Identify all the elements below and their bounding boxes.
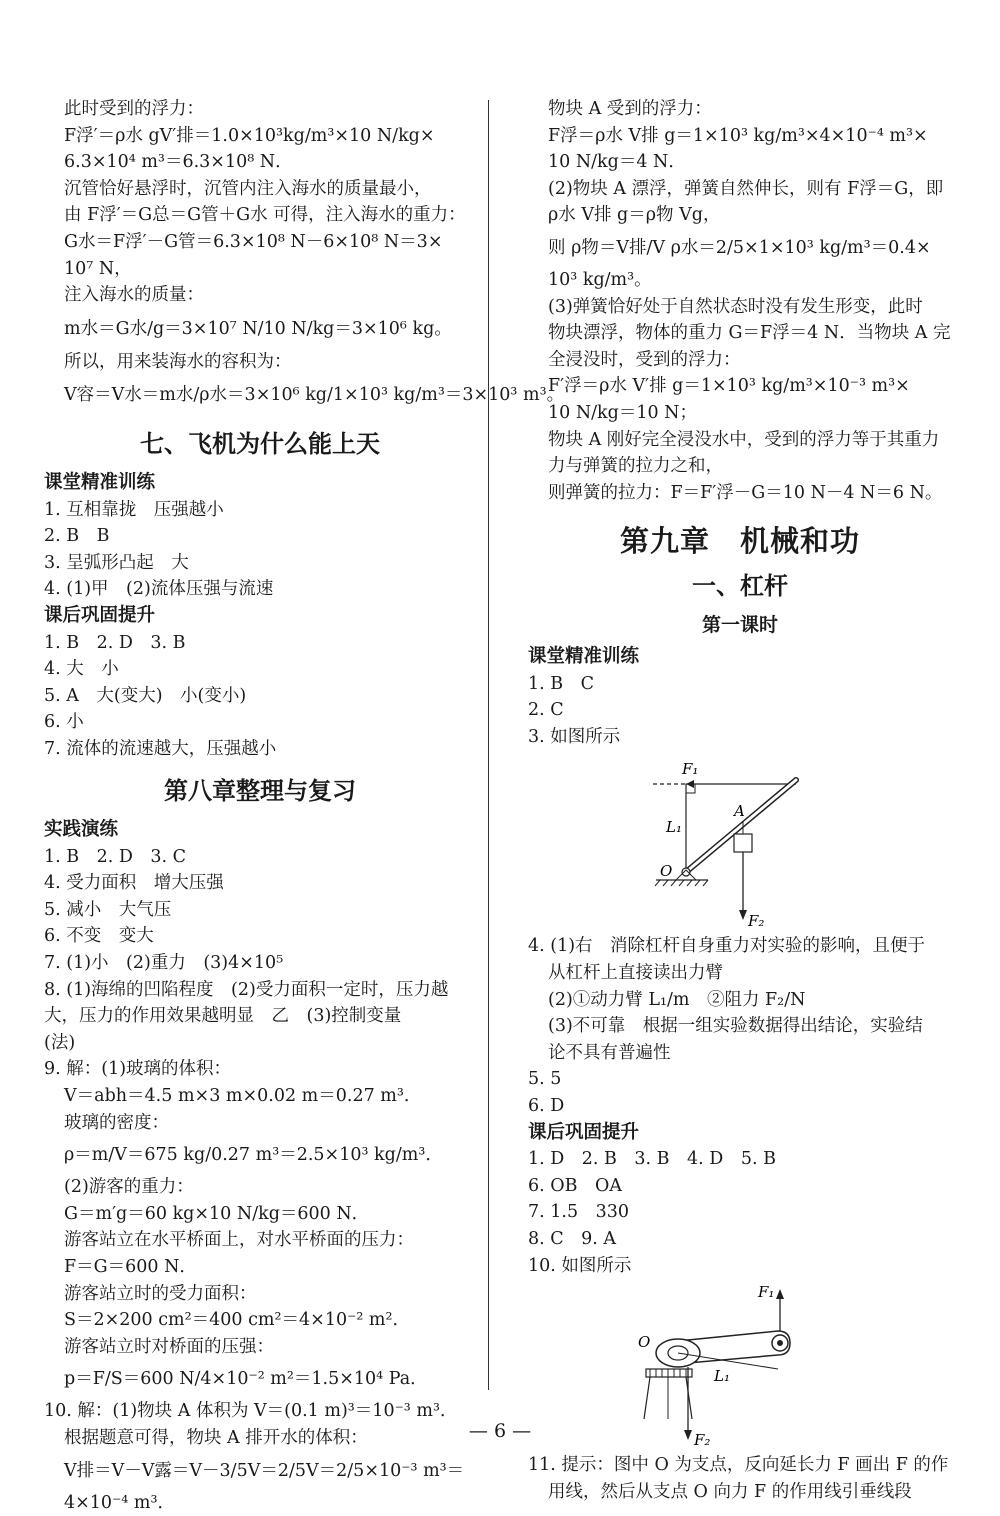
answer-item: 11. 提示：图中 O 为支点，反向延长力 F 画出 F 的作: [528, 1455, 949, 1476]
answer-item: (法): [44, 1032, 76, 1053]
label-o: O: [660, 862, 673, 881]
answer-item: 4. 受力面积 增大压强: [44, 873, 224, 894]
text-line: 则弹簧的拉力：F＝F′浮－G＝10 N－4 N＝6 N。: [548, 482, 943, 503]
text-line: (3)不可靠 根据一组实验数据得出结论，实验结: [548, 1016, 923, 1037]
text-line: 沉管恰好悬浮时，沉管内注入海水的质量最小，: [64, 178, 432, 199]
text-line: 10 N/kg＝4 N．: [548, 152, 686, 173]
label-f2: F₂: [748, 912, 765, 930]
text-line: 根据题意可得，物块 A 排开水的体积：: [64, 1427, 368, 1448]
answer-item: 1. B 2. D 3. B: [44, 632, 186, 653]
text-line: S＝2×200 cm²＝400 cm²＝4×10⁻² m²．: [64, 1310, 411, 1331]
answer-item: 7. 1.5 330: [528, 1202, 629, 1223]
text-line: G＝m′g＝60 kg×10 N/kg＝600 N．: [64, 1203, 370, 1224]
label-f1: F₁: [758, 1283, 775, 1302]
text-line: 从杠杆上直接读出力臂: [548, 963, 723, 984]
lever-figure-1: [528, 754, 952, 929]
subsection-heading: 课堂精准训练: [44, 471, 156, 493]
text-line: 4×10⁻⁴ m³．: [64, 1492, 175, 1513]
formula-line: 则 ρ物＝V排/V ρ水＝2/5×1×10³ kg/m³＝0.4×: [548, 237, 931, 258]
text-line: 游客站立时对桥面的压强：: [64, 1336, 274, 1357]
text-line: (2)游客的重力：: [64, 1177, 194, 1198]
right-column: [528, 96, 952, 1505]
section-title: 第八章整理与复习: [164, 777, 356, 806]
text-line: (2)①动力臂 L₁/m ②阻力 F₂/N: [548, 989, 806, 1010]
answer-item: 2. C: [528, 700, 564, 721]
text-line: 用线，然后从支点 O 向力 F 的作用线引垂线段: [548, 1481, 912, 1502]
label-l1: L₁: [666, 818, 682, 837]
answer-item: 8. C 9. A: [528, 1229, 617, 1249]
answer-item: 1. 互相靠拢 压强越小: [44, 499, 224, 520]
formula-line: ρ＝m/V＝675 kg/0.27 m³＝2.5×10³ kg/m³．: [64, 1145, 443, 1166]
section-title: 一、杠杆: [692, 571, 788, 600]
subsection-heading: 实践演练: [44, 819, 119, 841]
label-l1: L₁: [714, 1367, 730, 1386]
answer-item: 10. 如图所示: [528, 1255, 632, 1276]
answer-item: 4. (1)甲 (2)流体压强与流速: [44, 579, 274, 600]
text-line: 全浸没时，受到的浮力：: [548, 349, 741, 370]
text-line: 力与弹簧的拉力之和，: [548, 456, 723, 477]
answer-item: 5. 减小 大气压: [44, 899, 172, 920]
text-line: G水＝F浮′－G管＝6.3×10⁸ N－6×10⁸ N＝3×: [64, 231, 443, 252]
answer-item: 6. 小: [44, 712, 84, 733]
text-line: F浮＝ρ水 V排 g＝1×10³ kg/m³×4×10⁻⁴ m³×: [548, 125, 928, 146]
text-line: 10 N/kg＝10 N；: [548, 402, 697, 423]
text-line: 10³ kg/m³。: [548, 269, 652, 290]
answer-item: 6. D: [528, 1096, 565, 1117]
formula-line: p＝F/S＝600 N/4×10⁻² m²＝1.5×10⁴ Pa．: [64, 1369, 428, 1390]
page-number: — 6 —: [468, 1420, 532, 1442]
text-line: (3)弹簧恰好处于自然状态时没有发生形变，此时: [548, 296, 923, 317]
answer-item: 5. 5: [528, 1069, 562, 1090]
text-line: 10⁷ N，: [64, 258, 132, 279]
text-line: F′浮＝ρ水 V′排 g＝1×10³ kg/m³×10⁻³ m³×: [548, 376, 910, 397]
text-line: 由 F浮′＝G总＝G管＋G水 可得，注入海水的重力：: [64, 205, 466, 226]
text-line: F浮′＝ρ水 gV′排＝1.0×10³kg/m³×10 N/kg×: [64, 125, 435, 146]
answer-item: 3. 如图所示: [528, 726, 621, 747]
label-o: O: [638, 1333, 651, 1352]
answer-item: 1. B C: [528, 673, 595, 694]
formula-line: V排＝V－V露＝V－3/5V＝2/5V＝2/5×10⁻³ m³＝: [64, 1460, 465, 1481]
text-line: 所以，用来装海水的容积为：: [64, 351, 292, 372]
text-line: 注入海水的质量：: [64, 285, 204, 306]
text-line: 游客站立在水平桥面上，对水平桥面的压力：: [64, 1230, 414, 1251]
subsection-heading: 课堂精准训练: [528, 646, 640, 668]
section-title: 七、飞机为什么能上天: [140, 430, 380, 459]
answer-item: 7. (1)小 (2)重力 (3)4×10⁵: [44, 953, 284, 974]
lever-diagram-1: [528, 754, 952, 929]
text-line: 物块 A 刚好完全浸没水中，受到的浮力等于其重力: [548, 429, 940, 450]
text-line: 物块 A 受到的浮力：: [548, 99, 712, 119]
answer-item: 7. 流体的流速越大，压强越小: [44, 738, 277, 759]
answer-item: 5. A 大(变大) 小(变小): [44, 685, 247, 706]
formula-line: V容＝V水＝m水/ρ水＝3×10⁶ kg/1×10³ kg/m³＝3×10³ m³。: [64, 385, 565, 406]
label-a: A: [734, 802, 745, 821]
answer-item: 6. OB OA: [528, 1175, 622, 1196]
answer-item: 3. 呈弧形凸起 大: [44, 552, 189, 573]
answer-item: 4. 大 小: [44, 659, 119, 680]
answer-item: 1. D 2. B 3. B 4. D 5. B: [528, 1149, 776, 1170]
answer-item: 1. B 2. D 3. C: [44, 846, 187, 867]
answer-item: 6. 不变 变大: [44, 926, 154, 947]
answer-item: 9. 解：(1)玻璃的体积：: [44, 1059, 232, 1080]
answer-item: 4. (1)右 消除杠杆自身重力对实验的影响，且便于: [528, 936, 926, 957]
label-f1: F₁: [682, 760, 699, 779]
text-line: V＝abh＝4.5 m×3 m×0.02 m＝0.27 m³．: [64, 1086, 422, 1106]
label-f2: F₂: [694, 1431, 711, 1449]
column-divider: [488, 100, 489, 1390]
text-line: 此时受到的浮力：: [64, 99, 204, 119]
text-line: 游客站立时的受力面积：: [64, 1283, 257, 1304]
subsection-heading: 课后巩固提升: [528, 1121, 640, 1143]
text-line: 论不具有普遍性: [548, 1042, 671, 1063]
text-line: (2)物块 A 漂浮，弹簧自然伸长，则有 F浮＝G，即: [548, 178, 944, 199]
text-line: 6.3×10⁴ m³＝6.3×10⁸ N．: [64, 152, 293, 173]
lesson-title: 第一课时: [701, 613, 778, 636]
answer-item: 2. B B: [44, 526, 110, 547]
text-line: 玻璃的密度：: [64, 1112, 169, 1133]
text-line: F＝G＝600 N．: [64, 1256, 197, 1277]
text-line: ρ水 V排 g＝ρ物 Vg，: [548, 205, 721, 226]
answer-item: 大，压力的作用效果越明显 乙 (3)控制变量: [44, 1006, 402, 1027]
text-line: 物块漂浮，物体的重力 G＝F浮＝4 N．当物块 A 完: [548, 323, 951, 344]
answer-item: 10. 解：(1)物块 A 体积为 V＝(0.1 m)³＝10⁻³ m³．: [44, 1401, 458, 1422]
answer-item: 8. (1)海绵的凹陷程度 (2)受力面积一定时，压力越: [44, 979, 449, 1000]
formula-line: m水＝G水/g＝3×10⁷ N/10 N/kg＝3×10⁶ kg。: [64, 318, 452, 339]
chapter-title: 第九章 机械和功: [619, 524, 860, 559]
subsection-heading: 课后巩固提升: [44, 604, 156, 626]
